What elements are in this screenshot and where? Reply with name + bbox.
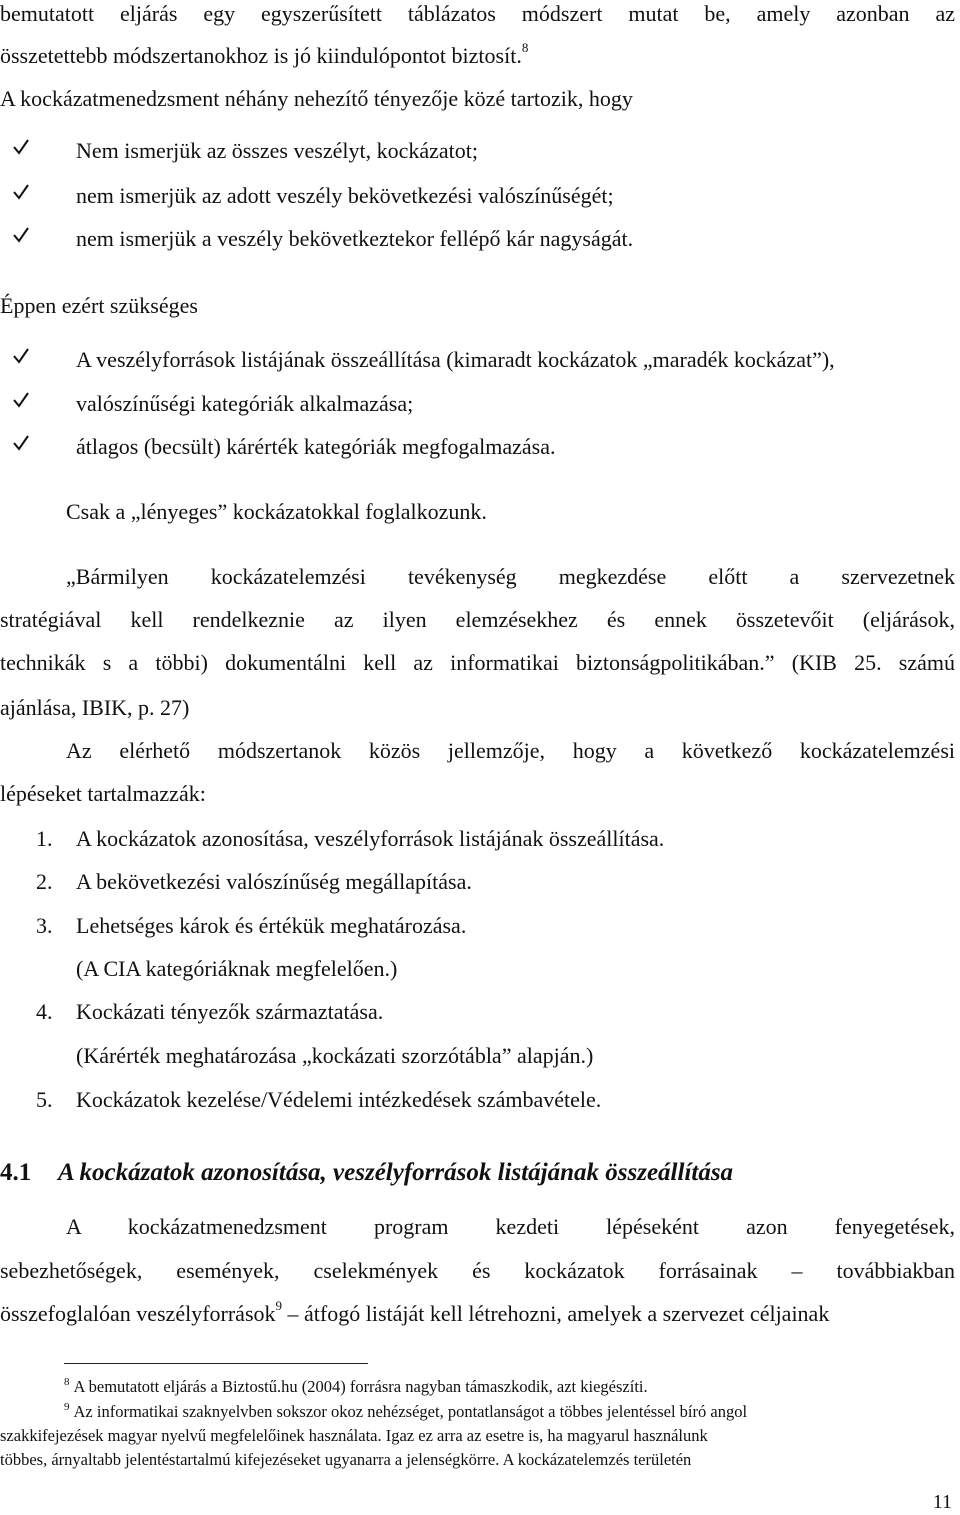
check-icon	[12, 434, 30, 456]
need-item: A veszélyforrások listájának összeállítása (kimaradt kockázatok „maradék kockázat”),	[76, 347, 835, 372]
intro-line-2	[0, 42, 955, 73]
check-icon	[12, 347, 30, 369]
step-text: A bekövetkezési valószínűség megállapítása.	[76, 869, 472, 894]
steps-intro-line-1: Az elérhető módszertanok közös jellemzője, hogy a következő kockázatelemzési	[66, 738, 955, 763]
footnote-divider	[64, 1363, 368, 1364]
section-line-3	[0, 1300, 955, 1331]
footnote-mark: 9	[64, 1401, 70, 1413]
footnote-ref-9[interactable]: 9	[275, 1298, 283, 1313]
essential-note: Csak a „lényeges” kockázatokkal foglalkozunk.	[66, 499, 487, 524]
steps-intro-line-2: lépéseket tartalmazzák:	[0, 781, 206, 806]
section-title: A kockázatok azonosítása, veszélyforrások listájának összeállítása	[58, 1159, 734, 1186]
footnote-mark: 8	[64, 1376, 70, 1388]
factor-item: nem ismerjük az adott veszély bekövetkezési valószínűségét;	[76, 183, 614, 208]
step-subtext: (A CIA kategóriáknak megfelelően.)	[76, 956, 398, 981]
intro-line-3: A kockázatmenedzsment néhány nehezítő tényezője közé tartozik, hogy	[0, 86, 633, 111]
section-line-2: sebezhetőségek, események, cselekmények és kockázatok forrásainak – továbbiakban	[0, 1258, 955, 1283]
footnote-9	[64, 1401, 955, 1425]
step-text: Lehetséges károk és értékük meghatározása.	[76, 913, 467, 938]
quote-line-4: ajánlása, IBIK, p. 27)	[0, 695, 190, 720]
intro-line-1: bemutatott eljárás egy egyszerűsített táblázatos módszert mutat be, amely azonban az	[0, 1, 955, 26]
footnote-text: A bemutatott eljárás a Biztostű.hu (2004) forrásra nagyban támaszkodik, azt kiegészíti.	[73, 1377, 648, 1396]
step-text: A kockázatok azonosítása, veszélyforrások listájának összeállítása.	[76, 826, 665, 851]
step-number: 5.	[36, 1087, 53, 1112]
step-text: Kockázati tényezők származtatása.	[76, 999, 384, 1024]
check-icon	[12, 391, 30, 413]
footnote-ref-8[interactable]: 8	[521, 40, 529, 55]
quote-line-1: „Bármilyen kockázatelemzési tevékenység megkezdése előtt a szervezetnek	[66, 564, 955, 589]
need-item: valószínűségi kategóriák alkalmazása;	[76, 391, 414, 416]
section-line-3-b: – átfogó listáját kell létrehozni, amelyek a szervezet céljainak	[282, 1301, 830, 1326]
section-line-3-a: összefoglalóan veszélyforrások	[0, 1301, 276, 1326]
footnote-8	[64, 1376, 648, 1400]
check-icon	[12, 226, 30, 248]
need-item: átlagos (becsült) kárérték kategóriák megfogalmazása.	[76, 434, 556, 459]
quote-line-2: stratégiával kell rendelkeznie az ilyen elemzésekhez és ennek összetevőit (eljárások,	[0, 607, 955, 632]
step-text: Kockázatok kezelése/Védelemi intézkedések számbavétele.	[76, 1087, 602, 1112]
needs-intro: Éppen ezért szükséges	[0, 293, 198, 318]
footnote-text: Az informatikai szaknyelvben sokszor okoz nehézséget, pontatlanságot a többes jelentéssel bíró angol	[73, 1402, 748, 1421]
intro-line-2-text: összetettebb módszertanokhoz is jó kiindulópontot biztosít.	[0, 43, 522, 68]
step-subtext: (Kárérték meghatározása „kockázati szorzótábla” alapján.)	[76, 1043, 594, 1068]
page-number: 11	[932, 1491, 952, 1513]
footnote-9-cont-2: többes, árnyaltabb jelentéstartalmú kifejezéseket ugyanarra a jelenségkörre. A kockázatelemzés területén	[0, 1450, 692, 1469]
check-icon	[12, 138, 30, 160]
factor-item: Nem ismerjük az összes veszélyt, kockázatot;	[76, 138, 478, 163]
quote-line-3: technikák s a többi) dokumentálni kell az informatikai biztonságpolitikában.” (KIB 25. számú	[0, 650, 955, 675]
step-number: 4.	[36, 999, 53, 1024]
step-number: 1.	[36, 826, 53, 851]
footnote-9-cont-1: szakkifejezések magyar nyelvű megfelelőinek használata. Igaz ez arra az esetre is, ha magyarul használunk	[0, 1426, 708, 1445]
section-heading	[0, 1157, 733, 1189]
check-icon	[12, 183, 30, 205]
section-line-1: A kockázatmenedzsment program kezdeti lépéseként azon fenyegetések,	[66, 1214, 955, 1239]
section-number: 4.1	[0, 1159, 32, 1186]
step-number: 2.	[36, 869, 53, 894]
factor-item: nem ismerjük a veszély bekövetkeztekor fellépő kár nagyságát.	[76, 226, 634, 251]
step-number: 3.	[36, 913, 53, 938]
